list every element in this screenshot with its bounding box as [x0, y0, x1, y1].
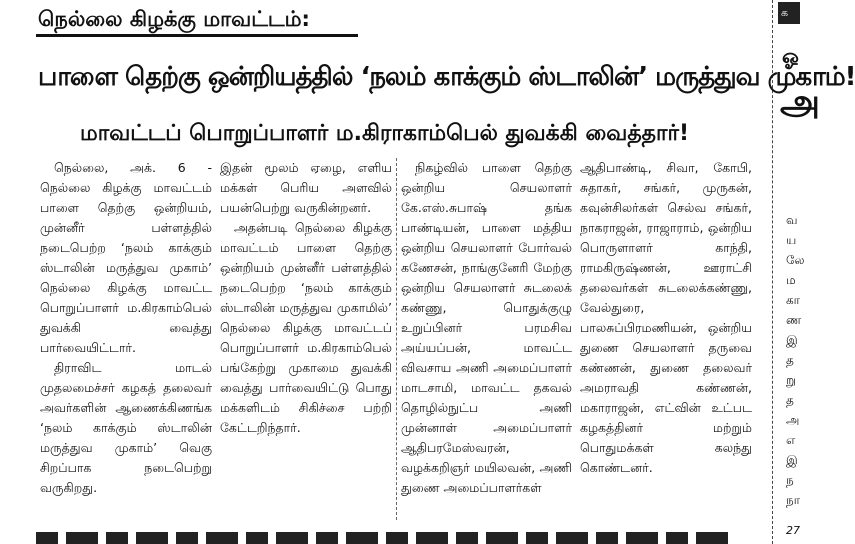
- headline: பாளை தெற்கு ஒன்றியத்தில் ‘நலம் காக்கும் ஸ்டாலின்’ மருத்துவ முகாம்!: [38, 62, 855, 92]
- side-line: எ: [786, 433, 796, 447]
- side-line: ம: [786, 273, 796, 287]
- page-number: 27: [786, 524, 800, 537]
- article-column-4: [576, 158, 756, 520]
- side-headline-1: ஓ: [782, 44, 799, 68]
- paragraph: நெல்லை, அக். 6 - நெல்லை கிழக்கு மாவட்டம் பாளை தெற்கு ஒன்றியம், முன்னீர் பள்ளத்தில் நடைபெற்ற ‘நலம் காக்கும் ஸ்டாலின் மருத்துவ முகாம்’ நெல்லை கிழக்கு மாவட்ட பொறுப்பாளர் ம.கிரகாம்பெல் துவக்கி வைத்து பார்வையிட்டார்.: [40, 160, 212, 355]
- side-line: இ: [786, 333, 798, 347]
- side-line: அ: [786, 413, 800, 427]
- paragraph: நிகழ்வில் பாளை தெற்கு ஒன்றிய செயலாளர் கே.எஸ்.சுபாஷ் தங்க பாண்டியன், பாளை மத்திய ஒன்றிய செயலாளர் போர்வல் கணேசன், நாங்குனேரி மேற்கு ஒன்றிய செயலாளர் சுடலைக் கண்ணு, பொதுக்குழு உறுப்பினர் பரமசிவ அய்யப்பன், மாவட்ட விவசாய அணி அமைப்பாளர் மாடசாமி, மாவட்ட தகவல் தொழில்நுட்ப அணி முன்னாள் அமைப்பாளர் ஆதிபரமேஸ்வரன், வழக்கறிஞர் மயிலவன், அணி துணை அமைப்பாளர்கள்: [401, 160, 572, 495]
- side-tag: க: [778, 2, 800, 24]
- paragraph: திராவிட மாடல் முதலமைச்சர் கழகத் தலைவர் அவர்களின் ஆணைக்கிணங்க ‘நலம் காக்கும் ஸ்டாலின் மருத்துவ முகாம்’ வெகு சிறப்பாக நடைபெற்று வருகிறது.: [40, 360, 212, 495]
- side-headline-2: அ: [780, 82, 821, 123]
- section-tag: நெல்லை கிழக்கு மாவட்டம்:: [38, 7, 310, 31]
- side-line: ய: [786, 233, 797, 247]
- side-line: ண: [786, 313, 802, 327]
- side-line: வ: [786, 213, 798, 227]
- paragraph: அதன்படி நெல்லை கிழக்கு மாவட்டம் பாளை தெற்கு ஒன்றியம் முன்னீர் பள்ளத்தில் நடைபெற்ற ‘நலம் காக்கும் ஸ்டாலின் மருத்துவ முகாமில்’ நெல்லை கிழக்கு மாவட்டப் பொறுப்பாளர் ம.கிரகாம்பெல் பங்கேற்று முகாமை துவக்கி வைத்து பார்வையிட்டு பொது மக்களிடம் சிகிச்சை பற்றி கேட்டறிந்தார்.: [220, 220, 392, 435]
- side-line: கா: [786, 293, 800, 307]
- next-headline-strip: [36, 526, 772, 544]
- cropped-headline: [36, 532, 736, 544]
- paragraph: இதன் மூலம் ஏழை, எளிய மக்கள் பெரிய அளவில் பயன்பெற்று வருகின்றனர்.: [220, 160, 392, 215]
- article-columns: [36, 158, 770, 520]
- article-column-1: [36, 158, 216, 520]
- side-line: த: [786, 353, 794, 367]
- side-line: லே: [786, 253, 805, 267]
- adjacent-article: [774, 0, 821, 544]
- side-line: று: [786, 373, 797, 387]
- side-line: நா: [786, 493, 800, 507]
- side-line: ந: [786, 473, 794, 487]
- side-line: இ: [786, 453, 798, 467]
- article-column-3: [396, 158, 576, 520]
- section-rule: [36, 34, 358, 37]
- paragraph: ஆதிபாண்டி, சிவா, கோபி, சுதாகர், சங்கர், முருகன், கவுன்சிலர்கள் செல்வ சங்கர், நாகராஜன், ராஜாராம், ஒன்றிய பொருளாளர் காந்தி, ராமகிருஷ்ணன், ஊராட்சி தலைவர்கள் சுடலைக்கண்ணு, வேல்துரை, பாலசுப்பிரமணியன், ஒன்றிய துணை செயலாளர் தருவை கண்ணன், துணை தலைவர் அமராவதி கண்ணன், மகாராஜன், எட்வின் உட்பட கழகத்தினர் மற்றும் பொதுமக்கள் கலந்து கொண்டனர்.: [580, 160, 752, 475]
- subheadline: மாவட்டப் பொறுப்பாளர் ம.கிராகாம்பெல் துவக்கி வைத்தார்!: [80, 121, 689, 146]
- side-line: த: [786, 393, 794, 407]
- article-column-2: [216, 158, 396, 520]
- side-text: [786, 210, 806, 510]
